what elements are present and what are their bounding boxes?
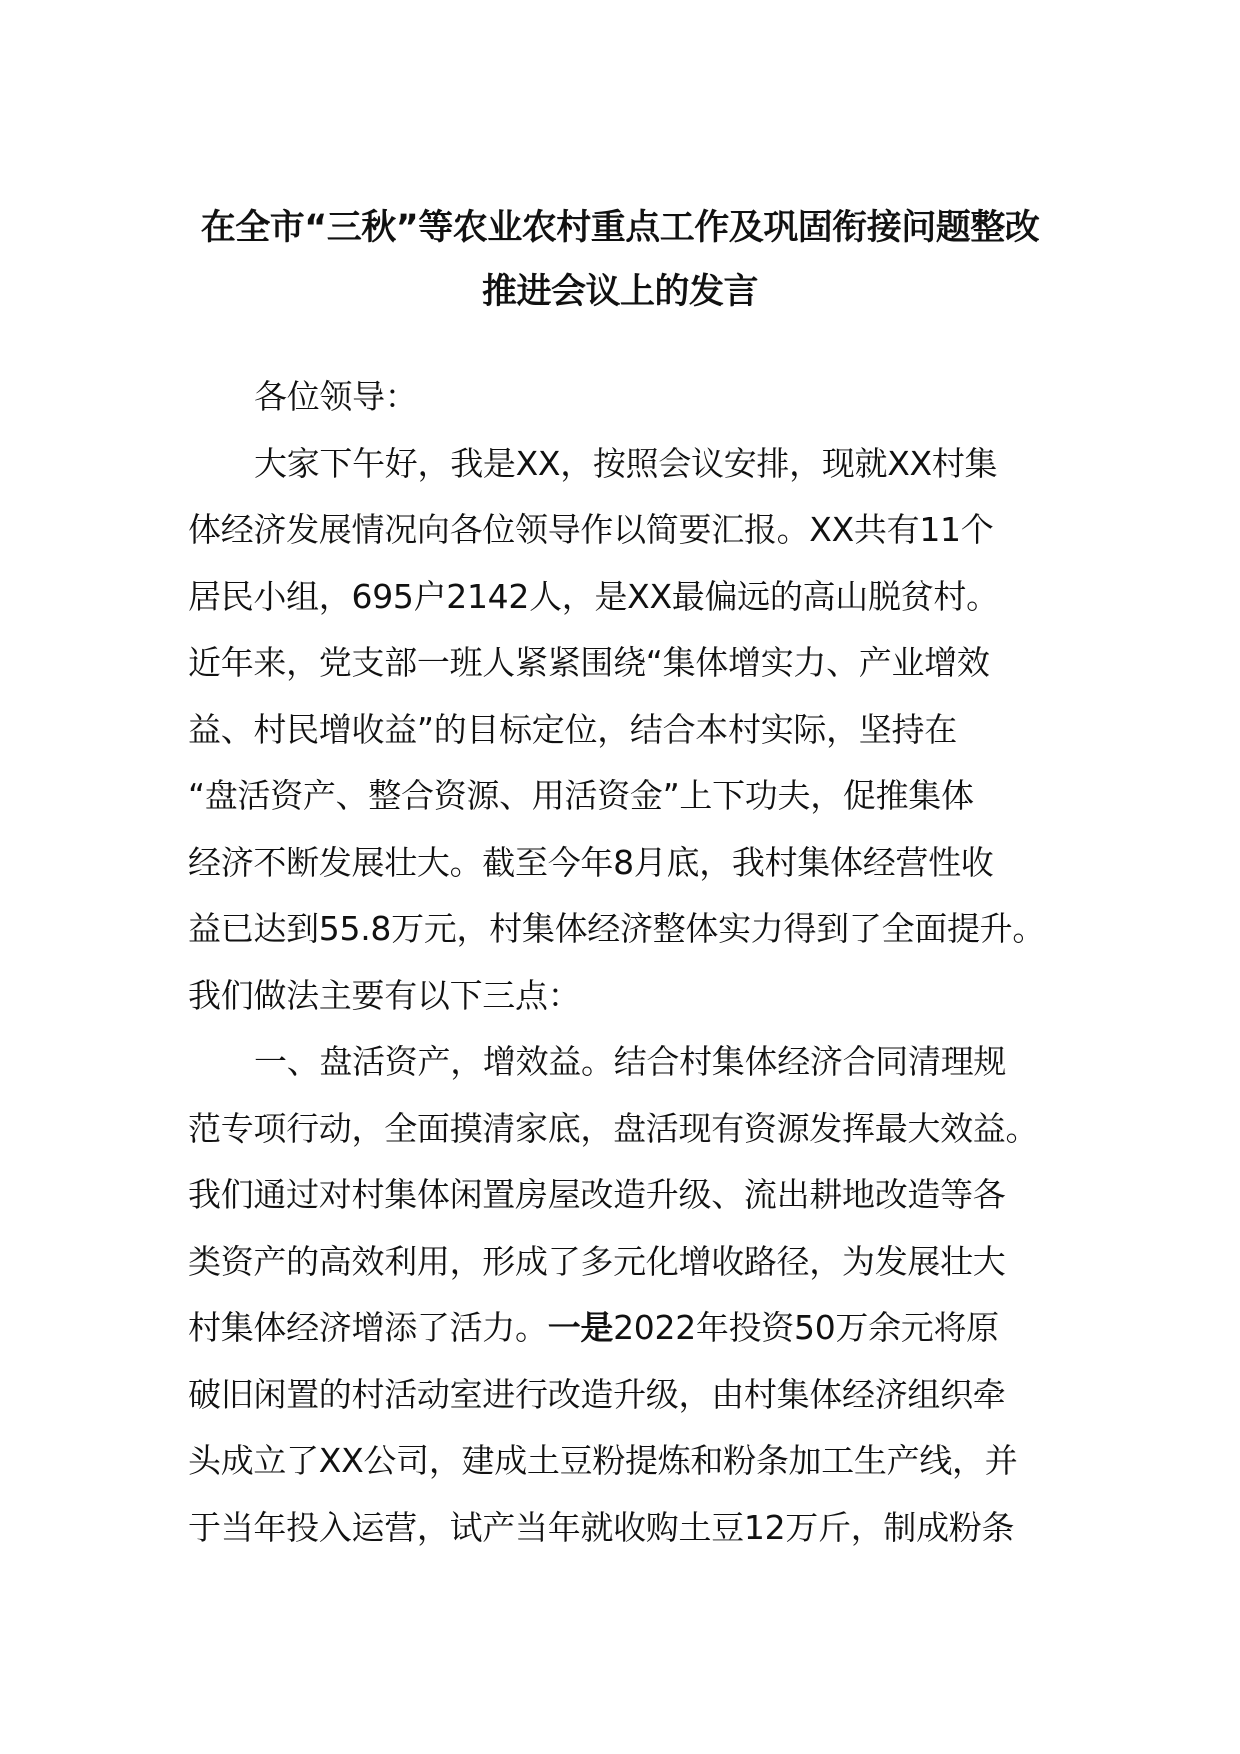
- body-line: 头成立了XX公司，建成土豆粉提炼和粉条加工生产线，并: [188, 1441, 1018, 1480]
- body-line: 体经济发展情况向各位领导作以简要汇报。XX共有11个: [188, 510, 994, 549]
- body-line: “盘活资产、整合资源、用活资金”上下功夫，促推集体: [188, 776, 974, 815]
- body-line-rest: 2022年投资50万余元将原: [613, 1308, 999, 1347]
- document-title: [140, 196, 1100, 324]
- body-line: 近年来，党支部一班人紧紧围绕“集体增实力、产业增效: [188, 643, 990, 682]
- body-line: 大家下午好，我是XX，按照会议安排，现就XX村集: [254, 443, 998, 483]
- body-line: 我们做法主要有以下三点：: [188, 975, 581, 1015]
- body-line: 破旧闲置的村活动室进行改造升级，由村集体经济组织牵: [188, 1374, 1006, 1414]
- body-line: 范专项行动，全面摸清家底，盘活现有资源发挥最大效益。: [188, 1108, 1039, 1148]
- title-line-2: 推进会议上的发言: [481, 272, 758, 312]
- body-line: 益已达到55.8万元，村集体经济整体实力得到了全面提升。: [188, 909, 1046, 948]
- body-line-mixed: [188, 1295, 1068, 1362]
- bold-lead-text: 一是: [547, 1308, 614, 1347]
- body-line-start: 村集体经济增添了活力。: [188, 1308, 548, 1347]
- greeting: 各位领导：: [254, 377, 418, 416]
- body-line: 居民小组，695户2142人，是XX最偏远的高山脱贫村。: [188, 576, 999, 616]
- title-line-1: 在全市“三秋”等农业农村重点工作及巩固衔接问题整改: [200, 208, 1040, 248]
- body-line: 益、村民增收益”的目标定位，结合本村实际，坚持在: [188, 709, 957, 749]
- body-line: 类资产的高效利用，形成了多元化增收路径，为发展壮大: [188, 1241, 1006, 1281]
- body-line: 于当年投入运营，试产当年就收购土豆12万斤，制成粉条: [188, 1507, 1015, 1547]
- section-heading-line: 一、盘活资产，增效益。结合村集体经济合同清理规: [254, 1042, 1007, 1081]
- body-line: 经济不断发展壮大。截至今年8月底，我村集体经营性收: [188, 842, 994, 882]
- document-body: [188, 364, 1068, 1561]
- body-line: 我们通过对村集体闲置房屋改造升级、流出耕地改造等各: [188, 1175, 1006, 1214]
